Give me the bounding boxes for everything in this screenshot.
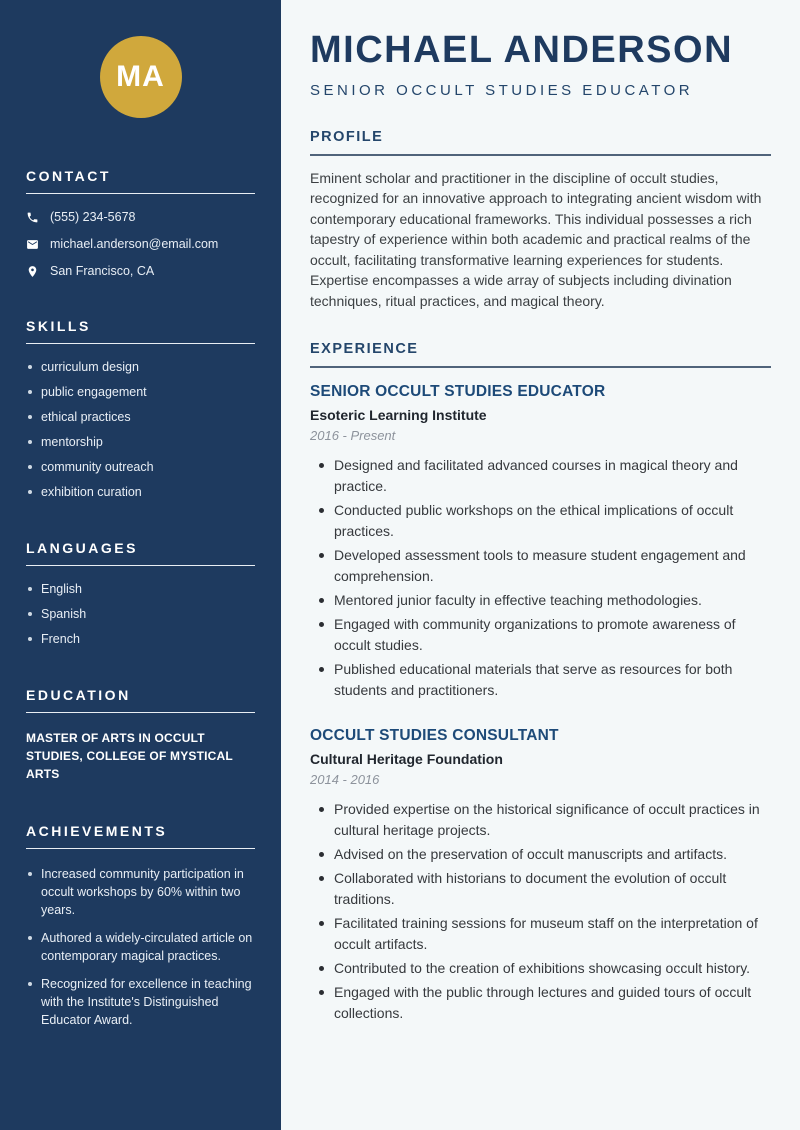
- achievements-heading: ACHIEVEMENTS: [26, 823, 255, 849]
- phone-number: (555) 234-5678: [50, 210, 136, 224]
- experience-bullet: Engaged with community organizations to promote awareness of occult studies.: [310, 614, 771, 656]
- experience-bullet: Designed and facilitated advanced courses in magical theory and practice.: [310, 455, 771, 497]
- degree-text: MASTER OF ARTS IN OCCULT STUDIES, COLLEGE OF MYSTICAL ARTS: [26, 731, 233, 781]
- experience-bullet: Advised on the preservation of occult manuscripts and artifacts.: [310, 844, 771, 865]
- contact-section: [26, 168, 255, 278]
- experience-section: [310, 341, 771, 1024]
- experience-heading: EXPERIENCE: [310, 341, 771, 368]
- skill-item: ethical practices: [26, 410, 255, 425]
- email-icon: [26, 238, 39, 251]
- avatar-initials: MA: [116, 60, 165, 93]
- experience-job-2: [310, 727, 771, 1024]
- location-icon: [26, 265, 39, 278]
- location-text: San Francisco, CA: [50, 264, 155, 278]
- education-section: [26, 687, 255, 783]
- skill-item: community outreach: [26, 460, 255, 475]
- skill-item: curriculum design: [26, 360, 255, 375]
- skill-item: exhibition curation: [26, 485, 255, 500]
- contact-location: [26, 264, 255, 278]
- experience-bullet: Published educational materials that serve as resources for both students and practitioners.: [310, 659, 771, 701]
- profile-section: [310, 129, 771, 312]
- contact-heading: CONTACT: [26, 168, 255, 194]
- main-content: [281, 0, 800, 1130]
- skill-item: public engagement: [26, 385, 255, 400]
- achievement-item: Increased community participation in occult workshops by 60% within two years.: [26, 865, 255, 919]
- experience-bullet: Collaborated with historians to document the evolution of occult traditions.: [310, 868, 771, 910]
- skills-heading: SKILLS: [26, 318, 255, 344]
- experience-bullet: Mentored junior faculty in effective teaching methodologies.: [310, 590, 771, 611]
- phone-icon: [26, 211, 39, 224]
- experience-bullet: Developed assessment tools to measure student engagement and comprehension.: [310, 545, 771, 587]
- language-item: English: [26, 582, 255, 597]
- skills-list: [26, 360, 255, 500]
- experience-job-1: [310, 383, 771, 701]
- experience-bullet: Provided expertise on the historical significance of occult practices in cultural heritage projects.: [310, 799, 771, 841]
- email-address: michael.anderson@email.com: [50, 237, 219, 251]
- job-company: Cultural Heritage Foundation: [310, 751, 503, 768]
- achievements-section: [26, 823, 255, 1029]
- job-dates: 2016 - Present: [310, 428, 396, 444]
- sidebar: [0, 0, 281, 1130]
- profile-text: Eminent scholar and practitioner in the discipline of occult studies, recognized for an innovative approach to integrating ancient wisdom with contemporary educational frameworks. This individual possesses a rich tapestry of experience within both academic and practical realms of the occult, facilitating transformative learning experiences for students. Expertise encompasses a wide array of subjects including divination techniques, ritual practices, and magical theory.: [310, 169, 762, 309]
- language-item: French: [26, 632, 255, 647]
- contact-list: [26, 210, 255, 278]
- achievement-item: Recognized for excellence in teaching with the Institute's Distinguished Educator Award.: [26, 975, 255, 1029]
- job-bullet-list: [310, 799, 771, 1024]
- experience-bullet: Engaged with the public through lectures and guided tours of occult collections.: [310, 982, 771, 1024]
- languages-heading: LANGUAGES: [26, 540, 255, 566]
- experience-bullet: Conducted public workshops on the ethical implications of occult practices.: [310, 500, 771, 542]
- job-dates: 2014 - 2016: [310, 772, 380, 788]
- job-title-subtitle: SENIOR OCCULT STUDIES EDUCATOR: [310, 81, 694, 99]
- profile-heading: PROFILE: [310, 129, 771, 156]
- contact-phone: [26, 210, 255, 224]
- contact-email: [26, 237, 255, 251]
- experience-bullet: Contributed to the creation of exhibitions showcasing occult history.: [310, 958, 771, 979]
- job-title: SENIOR OCCULT STUDIES EDUCATOR: [310, 383, 606, 401]
- achievements-list: [26, 865, 255, 1029]
- job-company: Esoteric Learning Institute: [310, 407, 487, 424]
- education-heading: EDUCATION: [26, 687, 255, 713]
- skills-section: [26, 318, 255, 500]
- languages-section: [26, 540, 255, 647]
- job-bullet-list: [310, 455, 771, 701]
- language-item: Spanish: [26, 607, 255, 622]
- languages-list: [26, 582, 255, 647]
- experience-bullet: Facilitated training sessions for museum staff on the interpretation of occult artifacts.: [310, 913, 771, 955]
- page-title: MICHAEL ANDERSON: [310, 29, 734, 71]
- avatar: [100, 36, 182, 118]
- achievement-item: Authored a widely-circulated article on contemporary magical practices.: [26, 929, 255, 965]
- job-title: OCCULT STUDIES CONSULTANT: [310, 727, 559, 745]
- skill-item: mentorship: [26, 435, 255, 450]
